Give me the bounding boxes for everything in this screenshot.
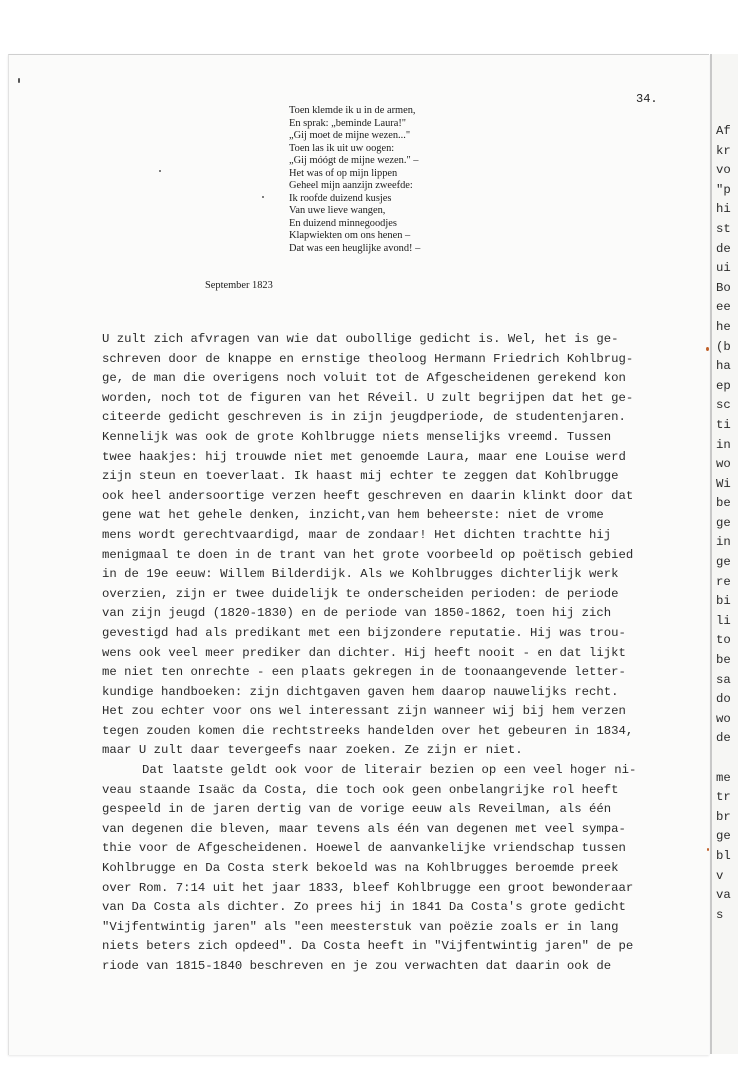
body-line: niets beters zich opdeed". Da Costa heeft in "Vijfentwintig jaren" de pe	[102, 939, 634, 954]
adjacent-page-fragment: in	[716, 535, 731, 550]
adjacent-page-fragment: wo	[716, 457, 731, 472]
adjacent-page-fragment: wo	[716, 711, 731, 726]
body-line: wens ook veel meer prediker dan dichter. Hij heeft nooit - en dat lijkt	[102, 645, 626, 660]
adjacent-page-fragment: va	[716, 888, 731, 903]
adjacent-page-fragment: br	[716, 809, 731, 824]
adjacent-page-fragment: Bo	[716, 280, 731, 295]
adjacent-page-fragment: ge	[716, 829, 731, 844]
body-line: tegen zouden komen die rechtstreeks handelden over het gebeuren in 1834,	[102, 723, 634, 738]
adjacent-page-fragment: re	[716, 574, 731, 589]
scan-speck	[159, 170, 161, 172]
body-line: over Rom. 7:14 uit het jaar 1833, bleef Kohlbrugge een groot bewonderaar	[102, 880, 634, 895]
poem-line: „Gij moet de mijne wezen..."	[289, 130, 411, 142]
adjacent-page-fragment: Wi	[716, 476, 731, 491]
adjacent-page-text	[716, 122, 731, 925]
adjacent-page-fragment: kr	[716, 143, 731, 158]
body-line: ge, de man die overigens noch voluit tot de Afgescheidenen gerekend kon	[102, 371, 626, 386]
adjacent-page-fragment: (b	[716, 339, 731, 354]
adjacent-page-fragment: he	[716, 319, 731, 334]
adjacent-page-fragment: "p	[716, 182, 731, 197]
body-line: U zult zich afvragen van wie dat oubollige gedicht is. Wel, het is ge-	[102, 332, 619, 346]
adjacent-page-fragment: to	[716, 633, 731, 648]
adjacent-page-fragment: ha	[716, 359, 731, 374]
adjacent-page-fragment: tr	[716, 790, 731, 805]
body-line: Dat laatste geldt ook voor de literair bezien op een veel hoger ni-	[142, 763, 637, 778]
body-line: van Da Costa als dichter. Zo prees hij in 1841 Da Costa's grote gedicht	[102, 900, 626, 915]
adjacent-page-fragment: ui	[716, 261, 731, 276]
adjacent-page-fragment: Af	[716, 124, 731, 138]
body-line: Kohlbrugge en Da Costa sterk bekoeld was na Kohlbrugges beroemde preek	[102, 861, 619, 876]
adjacent-page-fragment: be	[716, 496, 731, 511]
adjacent-page-fragment: vo	[716, 163, 731, 178]
body-line: Het zou echter voor ons wel interessant zijn wanneer wij bij hem verzen	[102, 704, 626, 719]
body-line: van degenen die bleven, maar tevens als één van degenen met veel sympa-	[102, 821, 626, 836]
body-line: "Vijfentwintig jaren" als "een meesterstuk van poëzie zoals er in lang	[102, 919, 619, 934]
adjacent-page-fragment: ee	[716, 300, 731, 315]
body-line: mens wordt gerechtvaardigd, maar de zondaar! Het dichten trachtte hij	[102, 527, 612, 542]
adjacent-page-fragment: v	[716, 868, 724, 883]
poem-line: Het was of op mijn lippen	[289, 167, 398, 179]
adjacent-page-fragment: sc	[716, 398, 731, 413]
poem-line: Geheel mijn aanzijn zweefde:	[289, 180, 413, 192]
scan-speck	[707, 848, 709, 851]
poem-line: Dat was een heuglijke avond! –	[289, 243, 421, 255]
body-line: schreven door de knappe en ernstige theoloog Hermann Friedrich Kohlbrug-	[102, 351, 634, 366]
poem-line: Van uwe lieve wangen,	[289, 205, 386, 217]
adjacent-page-fragment: ti	[716, 417, 731, 432]
body-line: gespeeld in de jaren dertig van de vorige eeuw als Reveilman, als één	[102, 802, 612, 817]
poem-line: En sprak: „beminde Laura!"	[289, 117, 407, 129]
body-line: kundige handboeken: zijn dichtgaven gaven hem daarop nauwelijks recht.	[102, 684, 619, 699]
body-line: menigmaal te doen in de trant van het grote voorbeeld op poëtisch gebied	[102, 547, 634, 562]
body-line: riode van 1815-1840 beschreven en je zou verwachten dat daarin ook de	[102, 959, 612, 973]
poem-line: „Gij móógt de mijne wezen." –	[289, 155, 419, 167]
body-line: twee haakjes: hij trouwde niet met genoemde Laura, maar ene Louise werd	[102, 449, 626, 464]
adjacent-page-fragment: hi	[716, 202, 731, 217]
adjacent-page-fragment: bi	[716, 594, 731, 609]
body-line: gene wat het gehele denken, inzicht,van hem beheerste: niet de vrome	[102, 508, 604, 523]
scan-speck	[18, 78, 20, 83]
poem-line: Ik roofde duizend kusjes	[289, 192, 392, 204]
adjacent-page-fragment: s	[716, 907, 724, 922]
adjacent-page-fragment: li	[716, 613, 731, 628]
poem-line: Toen klemde ik u in de armen,	[289, 105, 416, 116]
adjacent-page-fragment: be	[716, 653, 731, 668]
body-line: maar U zult daar tevergeefs naar zoeken. Ze zijn er niet.	[102, 743, 523, 758]
body-line: in de 19e eeuw: Willem Bilderdijk. Als we Kohlbrugges dichterlijk werk	[102, 567, 619, 582]
poem-date: September 1823	[205, 280, 273, 291]
body-line: citeerde gedicht geschreven is in zijn jeugdperiode, de studentenjaren.	[102, 410, 626, 425]
adjacent-page-fragment: ge	[716, 555, 731, 570]
adjacent-page-fragment: ge	[716, 515, 731, 530]
body-line: van zijn jeugd (1820-1830) en de periode van 1850-1862, toen hij zich	[102, 606, 612, 621]
adjacent-page-fragment: in	[716, 437, 731, 452]
adjacent-page-gap	[716, 749, 731, 769]
body-line: gevestigd had als predikant met een bijzondere reputatie. Hij was trou-	[102, 625, 626, 640]
body-line: overzien, zijn er twee duidelijk te onderscheiden perioden: de periode	[102, 586, 619, 601]
body-text	[102, 330, 700, 977]
body-line: zijn steun en toeverlaat. Ik haast mij echter te zeggen dat Kohlbrugge	[102, 469, 619, 484]
scan-speck	[706, 347, 709, 351]
body-line: veau staande Isaäc da Costa, die toch ook geen onbelangrijke rol heeft	[102, 782, 619, 797]
adjacent-page-fragment: bl	[716, 848, 731, 863]
page-number: 34.	[636, 92, 658, 106]
body-line: worden, noch tot de figuren van het Réveil. U zult begrijpen dat het ge-	[102, 390, 634, 405]
adjacent-page-fragment: de	[716, 241, 731, 256]
adjacent-page-fragment: st	[716, 221, 731, 236]
scan-speck	[262, 196, 264, 198]
poem	[289, 105, 420, 256]
body-line: me niet ten onrechte - een plaats gekregen in de toonaangevende letter-	[102, 665, 626, 680]
adjacent-page-fragment: ep	[716, 378, 731, 393]
poem-line: En duizend minnegoodjes	[289, 217, 397, 229]
poem-line: Klapwiekten om ons henen –	[289, 230, 411, 242]
adjacent-page-fragment: do	[716, 692, 731, 707]
body-line: thie voor de Afgescheidenen. Hoewel de aanvankelijke vriendschap tussen	[102, 841, 626, 856]
body-line: Kennelijk was ook de grote Kohlbrugge niets menselijks vreemd. Tussen	[102, 429, 612, 444]
body-line: ook heel andersoortige verzen heeft geschreven en daarin klinkt door dat	[102, 488, 634, 503]
adjacent-page-fragment: sa	[716, 672, 731, 687]
adjacent-page-fragment: de	[716, 731, 731, 746]
adjacent-page-fragment: me	[716, 770, 731, 785]
poem-line: Toen las ik uit uw oogen:	[289, 142, 395, 154]
